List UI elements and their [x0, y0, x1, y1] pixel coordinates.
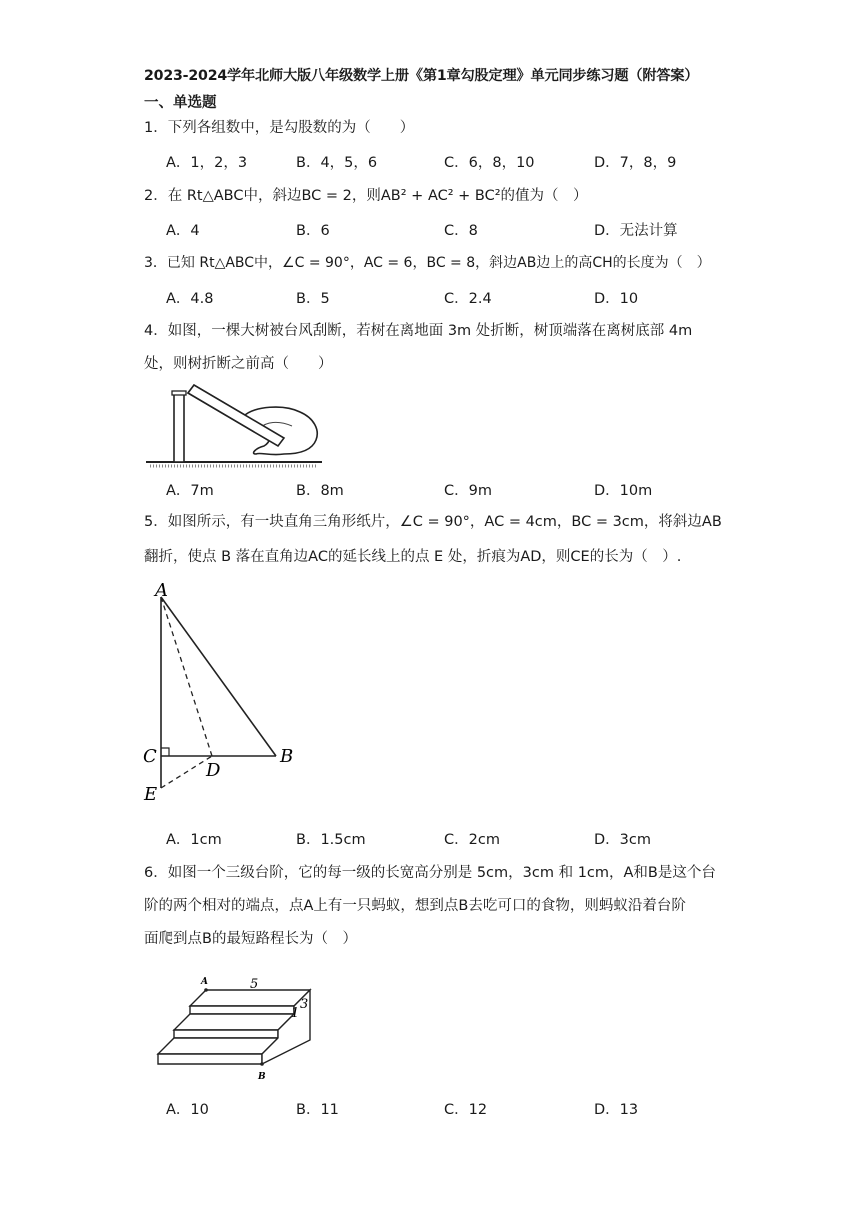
question-1-options [0, 151, 860, 173]
question-6-line-1: 6．如图一个三级台阶，它的每一级的长宽高分别是 5cm，3cm 和 1cm，A和B是这个台 [144, 865, 716, 881]
q1-option-c[interactable]: C．6，8，10 [444, 155, 535, 171]
question-5-line-1: 5．如图所示，有一块直角三角形纸片，∠C = 90°，AC = 4cm，BC = 3cm，将斜边AB [144, 514, 722, 530]
label-height-3: 3 [300, 997, 309, 1012]
question-6-line-2: 阶的两个相对的端点，点A上有一只蚂蚁，想到点B去吃可口的食物，则蚂蚁沿着台阶 [144, 898, 686, 914]
step-3-front [190, 1006, 294, 1014]
label-length-5: 5 [250, 977, 259, 992]
question-1: 1．下列各组数中，是勾股数的为（ ） [144, 120, 415, 136]
q6-option-d[interactable]: D．13 [594, 1102, 639, 1118]
side-ab [161, 597, 276, 756]
q4-option-c[interactable]: C．9m [444, 483, 492, 499]
question-5-line-2: 翻折，使点 B 落在直角边AC的延长线上的点 E 处，折痕为AD，则CE的长为（ ）. [144, 549, 682, 565]
q4-option-a[interactable]: A．7m [166, 483, 214, 499]
point-b-dot [260, 1062, 264, 1066]
question-3-options [0, 287, 860, 309]
q6-option-a[interactable]: A．10 [166, 1102, 209, 1118]
q6-option-c[interactable]: C．12 [444, 1102, 488, 1118]
label-e: E [144, 784, 158, 805]
q2-option-b[interactable]: B．6 [296, 223, 330, 239]
page-title: 2023-2024学年北师大版八年级数学上册《第1章勾股定理》单元同步练习题（附答案） [144, 68, 699, 84]
q3-option-c[interactable]: C．2.4 [444, 291, 492, 307]
label-b: B [258, 1072, 266, 1082]
q1-option-a[interactable]: A．1，2，3 [166, 155, 248, 171]
q4-option-b[interactable]: B．8m [296, 483, 344, 499]
step-2-top [174, 1014, 294, 1030]
q1-option-d[interactable]: D．7，8，9 [594, 155, 677, 171]
q2-option-c[interactable]: C．8 [444, 223, 478, 239]
label-b: B [280, 746, 294, 767]
label-d: D [206, 760, 221, 781]
q6-option-b[interactable]: B．11 [296, 1102, 339, 1118]
q5-option-d[interactable]: D．3cm [594, 832, 651, 848]
point-a-dot [204, 988, 208, 992]
q2-option-d[interactable]: D．无法计算 [594, 223, 678, 239]
question-5-options [0, 828, 860, 850]
q3-option-d[interactable]: D．10 [594, 291, 639, 307]
section-heading: 一、单选题 [144, 95, 217, 111]
label-c: C [143, 746, 157, 767]
question-4-line-2: 处，则树折断之前高（ ） [144, 356, 333, 372]
label-width-1: 1 [291, 1006, 300, 1021]
q5-option-b[interactable]: B．1.5cm [296, 832, 366, 848]
broken-tree-figure [144, 382, 324, 468]
label-a: A [201, 977, 208, 987]
q2-option-a[interactable]: A．4 [166, 223, 200, 239]
trunk-break [172, 391, 186, 395]
q3-option-a[interactable]: A．4.8 [166, 291, 214, 307]
fold-line-ad [161, 597, 212, 756]
question-3: 3．已知 Rt△ABC中，∠C = 90°，AC = 6，BC = 8，斜边AB边上的高CH的长度为（ ） [144, 255, 711, 271]
q3-option-b[interactable]: B．5 [296, 291, 330, 307]
right-angle-mark [161, 748, 169, 756]
segment-ed [161, 756, 212, 788]
question-6-options [0, 1098, 860, 1120]
q4-option-d[interactable]: D．10m [594, 483, 653, 499]
question-4-line-1: 4．如图，一棵大树被台风刮断，若树在离地面 3m 处折断，树顶端落在离树底部 4m [144, 323, 693, 339]
question-6-line-3: 面爬到点B的最短路程长为（ ） [144, 931, 357, 947]
step-3-top [190, 990, 310, 1006]
q5-option-a[interactable]: A．1cm [166, 832, 222, 848]
q1-option-b[interactable]: B．4，5，6 [296, 155, 378, 171]
tree-trunk [174, 394, 184, 462]
folded-triangle-figure [140, 578, 310, 808]
step-2-front [174, 1030, 278, 1038]
q5-option-c[interactable]: C．2cm [444, 832, 500, 848]
staircase-figure [150, 972, 325, 1084]
step-1-top [158, 1038, 278, 1054]
label-a: A [155, 580, 168, 601]
question-4-options [0, 479, 860, 501]
question-2-options [0, 219, 860, 241]
question-2: 2．在 Rt△ABC中，斜边BC = 2，则AB² + AC² + BC²的值为（ ） [144, 188, 588, 204]
step-1-front [158, 1054, 262, 1064]
